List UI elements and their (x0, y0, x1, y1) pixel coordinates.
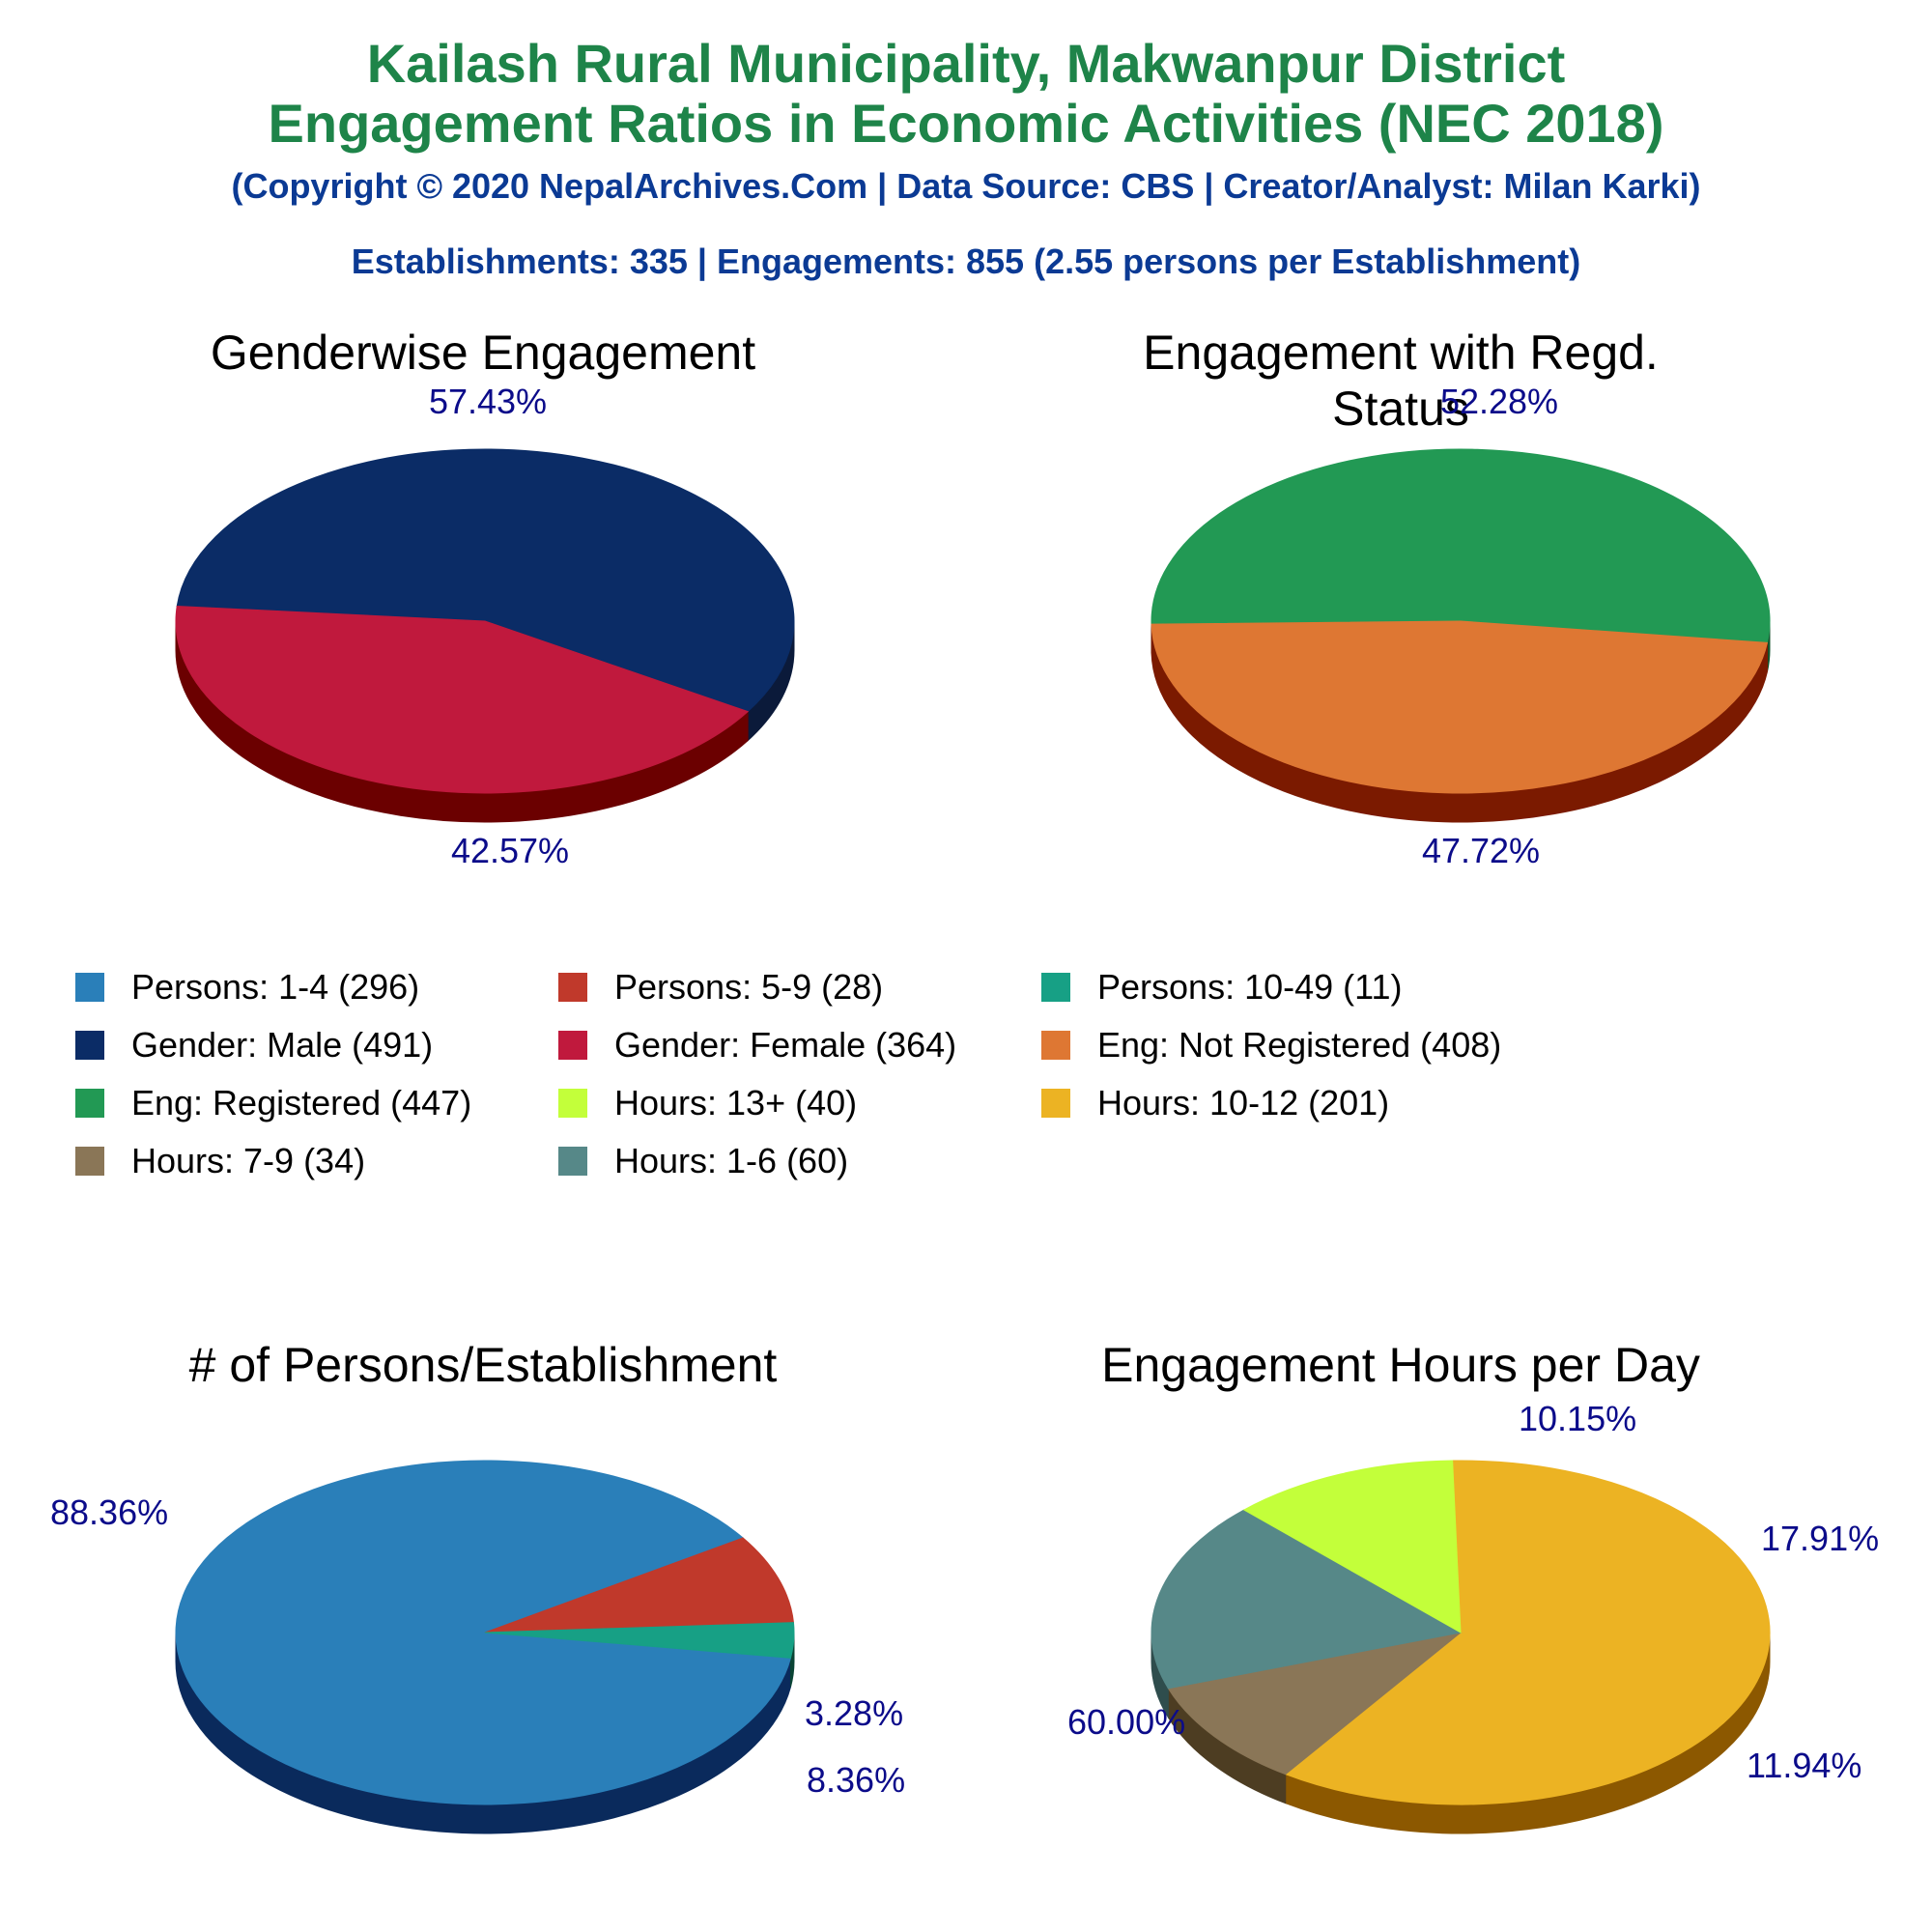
chart-title-line1: Kailash Rural Municipality, Makwanpur District (366, 33, 1566, 94)
legend-item (75, 966, 419, 1009)
legend-label: Persons: 10-49 (11) (1097, 967, 1403, 1007)
pie-percent-label: 8.36% (807, 1760, 906, 1800)
pie-percent-label: 10.15% (1519, 1399, 1637, 1438)
legend-label: Gender: Male (491) (131, 1025, 434, 1065)
copyright-text: (Copyright © 2020 NepalArchives.Com | Data Source: CBS | Creator/Analyst: Milan Karki) (231, 166, 1701, 206)
legend-label: Hours: 10-12 (201) (1097, 1083, 1390, 1122)
pie-chart (176, 382, 794, 870)
legend-item (75, 1082, 471, 1124)
legend-swatch (75, 973, 104, 1002)
pie-percent-label: 60.00% (1067, 1702, 1186, 1742)
legend-swatch (75, 1147, 104, 1176)
legend-swatch (558, 973, 587, 1002)
pie-percent-label: 17.91% (1761, 1519, 1880, 1558)
legend-item (558, 1140, 848, 1182)
legend-swatch (558, 1031, 587, 1060)
legend-item (1041, 1024, 1501, 1066)
pie-percent-label: 88.36% (50, 1492, 169, 1532)
legend-item (558, 1082, 857, 1124)
legend-label: Persons: 1-4 (296) (131, 967, 420, 1007)
legend-swatch (558, 1147, 587, 1176)
legend-swatch (1041, 1089, 1070, 1118)
legend-label: Hours: 7-9 (34) (131, 1141, 366, 1180)
legend-item (1041, 966, 1403, 1009)
legend-item (1041, 1082, 1389, 1124)
pie-percent-label: 57.43% (428, 382, 548, 421)
chart-title-line2: Engagement Ratios in Economic Activities (NEC 2018) (268, 93, 1664, 154)
pie-title-persons: # of Persons/Establishment (188, 1338, 778, 1392)
pie-title-gender: Genderwise Engagement (210, 326, 756, 380)
pie-percent-label: 42.57% (450, 831, 570, 870)
legend-item (558, 1024, 956, 1066)
legend-item (558, 966, 883, 1009)
pie-chart (1151, 382, 1770, 870)
pie-percent-label: 47.72% (1421, 831, 1541, 870)
legend-swatch (1041, 973, 1070, 1002)
summary-text: Establishments: 335 | Engagements: 855 (2.55 persons per Establishment) (351, 242, 1581, 281)
legend-swatch (75, 1089, 104, 1118)
pie-slice (1151, 449, 1770, 642)
pie-title-hours: Engagement Hours per Day (1101, 1338, 1700, 1392)
legend-label: Persons: 5-9 (28) (614, 967, 884, 1007)
pie-title-registration: Engagement with Regd. Status (1143, 326, 1659, 436)
pie-percent-label: 11.94% (1747, 1746, 1862, 1785)
legend-swatch (1041, 1031, 1070, 1060)
legend-swatch (75, 1031, 104, 1060)
legend-label: Hours: 1-6 (60) (614, 1141, 849, 1180)
legend-label: Eng: Not Registered (408) (1097, 1025, 1502, 1065)
pie-percent-label: 52.28% (1439, 382, 1559, 421)
legend-swatch (558, 1089, 587, 1118)
legend-item (75, 1024, 433, 1066)
legend-label: Hours: 13+ (40) (614, 1083, 858, 1122)
pie-chart (1067, 1399, 1879, 1833)
legend-item (75, 1140, 365, 1182)
pie-percent-label: 3.28% (805, 1693, 904, 1733)
legend-label: Eng: Registered (447) (131, 1083, 472, 1122)
legend-label: Gender: Female (364) (614, 1025, 957, 1065)
pie-chart (50, 1461, 905, 1833)
